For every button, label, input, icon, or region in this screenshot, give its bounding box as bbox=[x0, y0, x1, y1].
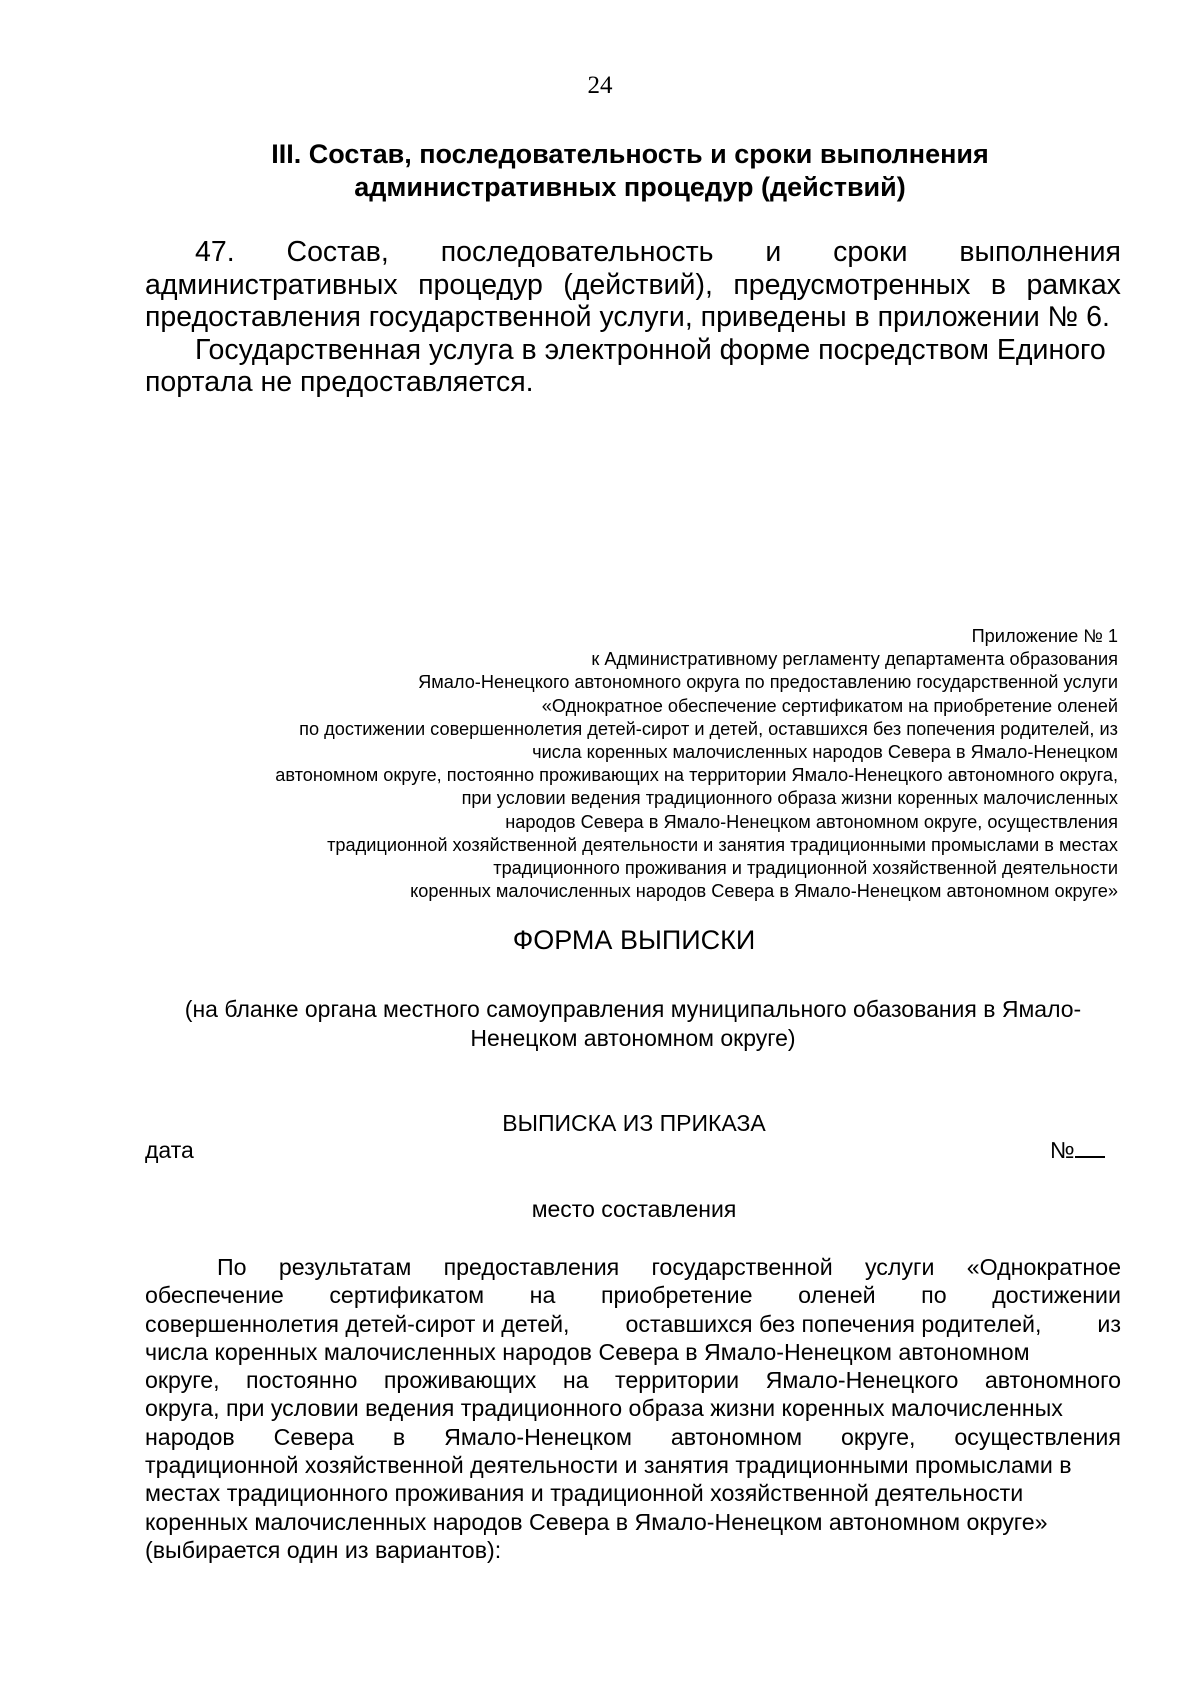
section-title bbox=[160, 138, 1100, 204]
word: Ямало-Ненецком bbox=[444, 1423, 632, 1450]
word: осуществления bbox=[954, 1423, 1121, 1450]
appendix-line: числа коренных малочисленных народов Севера в Ямало-Ненецком bbox=[532, 742, 1118, 763]
word: совершеннолетия детей-сирот и детей, bbox=[145, 1310, 570, 1337]
word: государственной bbox=[651, 1254, 833, 1280]
word: услуги bbox=[864, 1254, 935, 1280]
word: обеспечение bbox=[145, 1282, 284, 1309]
word: 47. bbox=[195, 236, 235, 268]
word: сертификатом bbox=[329, 1282, 485, 1309]
word: достижении bbox=[992, 1282, 1121, 1309]
appendix-line: традиционного проживания и традиционной хозяйственной деятельности bbox=[493, 858, 1118, 879]
paragraph-47-line-3: предоставления государственной услуги, приведены в приложении № 6. bbox=[145, 301, 1110, 333]
word: оставшихся без попечения родителей, bbox=[625, 1310, 1042, 1337]
word: последовательность bbox=[440, 236, 714, 268]
appendix-line: народов Севера в Ямало-Ненецком автономном округе, осуществления bbox=[505, 811, 1118, 832]
word: автономного bbox=[984, 1367, 1121, 1394]
word: округе, bbox=[145, 1367, 220, 1394]
extract-title: ВЫПИСКА ИЗ ПРИКАЗА bbox=[502, 1110, 766, 1136]
word: на bbox=[529, 1282, 556, 1309]
body-line-5 bbox=[145, 1366, 1121, 1394]
word: в bbox=[990, 268, 1006, 301]
paragraph-47-line-1 bbox=[145, 236, 1121, 269]
page-number: 24 bbox=[587, 72, 613, 99]
word: Севера bbox=[273, 1423, 354, 1450]
number-blank-line bbox=[1075, 1138, 1105, 1158]
word: процедур bbox=[418, 268, 543, 301]
appendix-header bbox=[118, 625, 1118, 903]
blank-note bbox=[145, 995, 1121, 1053]
appendix-line: коренных малочисленных народов Севера в Ямало-Ненецком автономном округе» bbox=[410, 881, 1118, 902]
section-title-line-2: административных процедур (действий) bbox=[354, 172, 906, 202]
word: приобретение bbox=[600, 1282, 753, 1309]
word: (действий), bbox=[563, 268, 713, 301]
word: на bbox=[562, 1367, 589, 1394]
body-line-1 bbox=[145, 1253, 1121, 1281]
date-label: дата bbox=[145, 1137, 194, 1163]
word: постоянно bbox=[246, 1367, 358, 1394]
number-field bbox=[1050, 1137, 1105, 1164]
word: административных bbox=[145, 268, 398, 301]
paragraph-47-line-5: портала не предоставляется. bbox=[145, 366, 534, 398]
word: результатам bbox=[278, 1254, 412, 1280]
word: народов bbox=[145, 1423, 235, 1450]
word: в bbox=[392, 1423, 406, 1450]
word: из bbox=[1097, 1310, 1121, 1337]
body-line-11: (выбирается один из вариантов): bbox=[145, 1536, 502, 1563]
number-label: № bbox=[1050, 1137, 1075, 1163]
word: предоставления bbox=[443, 1254, 620, 1280]
word: выполнения bbox=[959, 236, 1121, 268]
blank-note-line-1: (на бланке органа местного самоуправления муниципального обазования в Ямало- bbox=[184, 996, 1082, 1022]
form-title: ФОРМА ВЫПИСКИ bbox=[512, 925, 756, 955]
word: по bbox=[921, 1282, 947, 1309]
word: «Однократное bbox=[966, 1254, 1121, 1280]
word: По bbox=[217, 1254, 247, 1280]
word: округе, bbox=[840, 1423, 916, 1450]
word: рамках bbox=[1026, 268, 1121, 301]
paragraph-47 bbox=[145, 236, 1121, 399]
section-title-line-1: III. Состав, последовательность и сроки выполнения bbox=[271, 139, 989, 169]
word: оленей bbox=[798, 1282, 876, 1309]
body-line-8: традиционной хозяйственной деятельности и занятия традиционными промыслами в bbox=[145, 1452, 1072, 1479]
body-line-9: местах традиционного проживания и традиционной хозяйственной деятельности bbox=[145, 1480, 1024, 1507]
appendix-line: по достижении совершеннолетия детей-сирот и детей, оставшихся без попечения родителей, из bbox=[299, 718, 1118, 739]
appendix-line: Ямало-Ненецкого автономного округа по предоставлению государственной услуги bbox=[418, 672, 1118, 693]
body-line-2 bbox=[145, 1281, 1121, 1309]
word: Состав, bbox=[286, 236, 389, 268]
appendix-line: к Административному регламенту департамента образования bbox=[591, 649, 1118, 670]
word: Ямало-Ненецкого bbox=[765, 1367, 959, 1394]
word: территории bbox=[615, 1367, 740, 1394]
body-paragraph bbox=[145, 1253, 1121, 1564]
paragraph-47-line-4: Государственная услуга в электронной форме посредством Единого bbox=[195, 333, 1106, 366]
place-label: место составления bbox=[531, 1196, 737, 1222]
blank-note-line-2: Ненецком автономном округе) bbox=[470, 1025, 796, 1051]
body-line-3 bbox=[145, 1310, 1121, 1338]
body-line-4: числа коренных малочисленных народов Севера в Ямало-Ненецком автономном bbox=[145, 1338, 1030, 1365]
body-line-10: коренных малочисленных народов Севера в Ямало-Ненецком автономном округе» bbox=[145, 1508, 1048, 1535]
appendix-line: автономном округе, постоянно проживающих на территории Ямало-Ненецкого автономного округа, bbox=[275, 765, 1118, 786]
body-line-6: округа, при условии ведения традиционного образа жизни коренных малочисленных bbox=[145, 1395, 1063, 1422]
appendix-line: «Однократное обеспечение сертификатом на приобретение оленей bbox=[541, 695, 1118, 716]
word: проживающих bbox=[383, 1367, 537, 1394]
appendix-line: традиционной хозяйственной деятельности и занятия традиционными промыслами в местах bbox=[327, 834, 1118, 855]
word: сроки bbox=[833, 236, 908, 268]
paragraph-47-line-2 bbox=[145, 269, 1121, 302]
body-line-7 bbox=[145, 1423, 1121, 1451]
appendix-line: Приложение № 1 bbox=[971, 626, 1118, 646]
appendix-line: при условии ведения традиционного образа жизни коренных малочисленных bbox=[461, 788, 1118, 809]
word: предусмотренных bbox=[733, 268, 971, 301]
word: и bbox=[765, 236, 782, 268]
word: автономном bbox=[670, 1423, 803, 1450]
